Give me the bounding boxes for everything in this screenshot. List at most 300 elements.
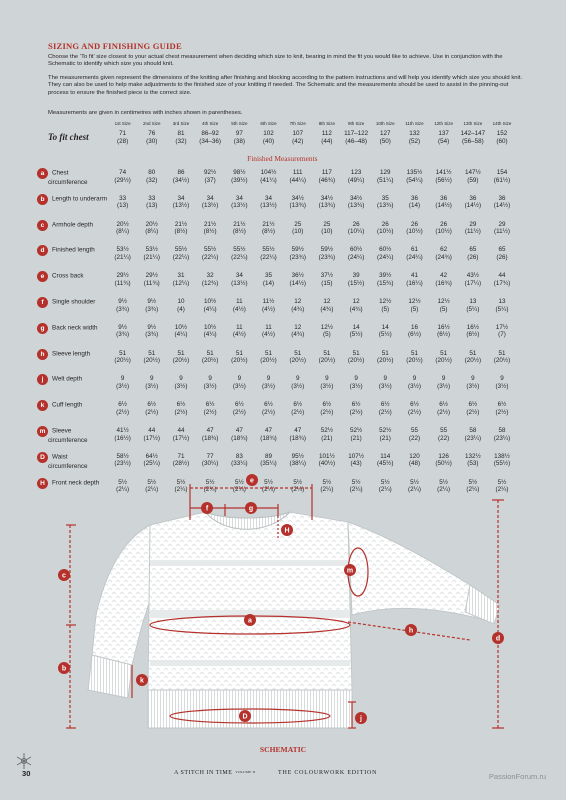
cm-value: 6½ [147,401,157,409]
cm-value: 52½ [349,426,363,434]
measurement-cell [166,270,195,296]
measurement-cell [429,219,458,245]
inch-value: (20½) [318,357,336,365]
cm-value: 5½ [264,478,273,486]
cm-value: 11 [236,297,243,305]
inch-value: (38¼) [289,460,306,468]
cm-value: 5½ [118,478,127,486]
inch-value: (21) [350,434,362,442]
inch-value: (2¼) [145,486,159,494]
svg-text:g: g [248,505,254,513]
cm-value: 74 [119,169,127,176]
cm-value: 55½ [204,246,217,254]
measurement-cell [400,348,429,374]
cm-value: 152 [496,130,508,137]
inch-value: (8¼) [116,228,130,236]
measurement-cell [166,322,195,348]
cm-value: 6½ [468,401,478,409]
svg-text:a: a [248,617,252,625]
inch-value: (61½) [493,176,511,184]
cm-value: 52½ [379,426,392,434]
inch-value: (8½) [262,228,275,236]
label-D [239,710,251,722]
measurement-cell [342,244,371,270]
cm-value: 51 [265,349,273,357]
inch-value: (18¾) [289,434,306,442]
measurement-cell [487,425,516,451]
inch-value: (4½) [232,305,246,313]
inch-value: (4½) [262,331,275,339]
inch-value: (22¼) [201,253,219,261]
measurement-cell [137,399,166,425]
measurement-label-cell [40,193,108,219]
cm-value: 61 [410,246,418,254]
cm-value: 9 [179,375,183,383]
inch-value: (11½) [464,228,481,236]
inch-value: (21¼) [143,253,160,261]
measurement-cell [371,348,400,374]
cm-value: 6½ [293,401,303,409]
measurement-row [48,270,517,296]
intro-paragraph-3: Measurements are given in centimetres with inches shown in parentheses. [48,110,243,116]
measurement-cell [342,348,371,374]
measurement-cell [254,244,283,270]
inch-value: (3½) [495,382,509,390]
inch-value: (26) [496,253,508,261]
cm-value: 51 [381,349,389,357]
cm-value: 5½ [497,478,507,486]
size-header: 13th Size [463,121,483,126]
measurement-cell [458,270,487,296]
inch-value: (54) [438,137,450,145]
watermark: PassionForum.ru [488,772,546,781]
measurement-label-cell [40,348,108,374]
measurement-cell [225,193,254,219]
cm-value: 6½ [234,401,244,409]
measurement-cell [371,219,400,245]
inch-value: (6½) [407,331,421,339]
inch-value: (2½) [262,408,275,416]
inch-value: (16½) [114,434,131,442]
cm-value: 6½ [322,401,332,409]
cm-value: 32 [206,272,214,280]
label-g [245,502,257,514]
cm-value: 55½ [233,246,246,254]
to-fit-cell [196,130,225,155]
inch-value: (46¾) [318,176,336,184]
inch-value: (45½) [377,460,394,468]
inch-value: (3½) [291,382,305,390]
measurement-cell [400,167,429,193]
cm-value: 34 [235,272,243,280]
cm-value: 55½ [174,246,188,254]
measurement-label-cell [39,425,108,451]
measurement-label: Front neck depth [52,479,100,487]
measurement-cell [312,399,341,425]
label-k [136,674,148,686]
inch-value: (50½) [435,460,452,468]
measurement-cell [342,399,371,425]
label-m [344,564,356,576]
cm-value: 135½ [406,169,423,176]
inch-value: (10½) [377,228,394,236]
inch-value: (10½) [435,228,452,236]
cm-value: 26 [352,220,360,228]
inch-value: (2¼) [291,486,305,494]
inch-value: (6½) [466,331,480,339]
size-header: 1st Size [114,121,131,126]
measurement-cell [312,167,341,193]
measurement-cell [108,167,137,193]
inch-value: (4¾) [291,305,305,313]
inch-value: (3½) [262,382,275,390]
inch-value: (2¼) [407,486,421,494]
inch-value: (22¼) [231,253,248,261]
measurement-cell [342,296,371,322]
inch-value: (2½) [174,408,188,416]
measurement-row [48,244,517,270]
inch-value: (5) [410,305,419,313]
cm-value: 26 [440,220,448,228]
inch-value: (4¾) [349,305,363,313]
svg-text:D: D [242,713,248,721]
measurement-cell [429,244,458,270]
cm-value: 43½ [466,272,479,280]
measurement-cell [108,219,137,245]
cm-value: 11 [265,323,272,331]
measurement-cell [166,244,195,270]
measurement-cell [458,348,487,374]
measurement-cell [283,296,312,322]
measurement-cell [137,296,166,322]
measurement-badge: H [37,478,48,489]
size-header: 14th Size [492,121,512,126]
svg-text:H: H [284,527,290,535]
inch-value: (3½) [437,382,451,390]
measurement-cell [225,167,254,193]
inch-value: (3½) [116,382,130,390]
measurement-label: Finished length [52,247,95,255]
inch-value: (23¼) [464,434,482,442]
measurement-cell [371,244,400,270]
inch-value: (20½) [143,357,160,365]
inch-value: (3½) [320,382,334,390]
cm-value: 6½ [351,401,361,409]
cm-value: 34 [177,194,185,202]
inch-value: (17¼) [464,279,482,287]
inch-value: (17½) [143,434,160,442]
to-fit-cell [283,130,312,155]
sweater-outline [88,512,500,728]
measurement-cell [283,167,312,193]
measurement-cell [312,296,341,322]
inch-value: (23½) [114,460,131,468]
cm-value: 60½ [349,246,363,254]
measurement-cell [400,399,429,425]
inch-value: (4½) [262,305,275,313]
measurement-cell [108,425,137,451]
inch-value: (2½) [203,408,217,416]
cm-value: 51 [148,349,156,357]
inch-value: (35¼) [260,460,277,468]
inch-value: (2¼) [174,486,188,494]
inch-value: (34½) [172,176,190,184]
measurement-row [48,425,517,451]
cm-value: 31 [177,272,185,280]
inch-value: (3½) [466,382,480,390]
measurement-cell [458,425,487,451]
measurement-cell [371,167,400,193]
inch-value: (17½) [172,434,190,442]
inch-value: (11½) [494,228,511,236]
inch-value: (20½) [464,357,482,365]
inch-value: (56½) [435,176,452,184]
cm-value: 123 [350,169,362,176]
measurement-badge: j [37,374,48,385]
measurement-row [48,296,517,322]
cm-value: 47 [235,426,243,434]
cm-value: 29½ [116,272,129,280]
inch-value: (8½) [174,228,188,236]
cm-value: 25 [323,220,331,228]
inch-value: (3¾) [145,305,159,313]
inch-value: (2¼) [466,486,480,494]
inch-value: (12¾) [201,279,219,287]
measurement-cell [108,244,137,270]
cm-value: 9 [471,375,475,383]
inch-value: (24¾) [435,253,452,261]
inch-value: (15) [321,279,333,287]
cm-value: 132 [409,130,420,137]
inch-value: (3¾) [116,331,130,339]
measurement-badge: b [37,194,48,205]
measurement-cell [371,296,400,322]
measurement-cell [283,348,312,374]
cm-value: 9 [150,375,154,383]
measurement-cell [196,193,225,219]
label-e [246,474,258,486]
cm-value: 14 [381,323,389,331]
measurement-cell [342,322,371,348]
inch-value: (20½) [406,357,423,365]
measurement-cell [137,425,166,451]
measurement-cell [254,399,283,425]
svg-text:b: b [61,665,67,673]
inch-value: (3½) [174,382,188,390]
measurement-cell [283,373,312,399]
measurement-cell [487,270,516,296]
cm-value: 51 [410,349,418,357]
cm-value: 117 [321,169,332,176]
inch-value: (46–48) [345,137,367,145]
cm-value: 51 [206,349,214,357]
measurement-cell [312,322,341,348]
cm-value: 12½ [320,323,334,331]
cm-value: 80 [148,169,156,176]
cm-value: 65 [498,246,506,254]
cm-value: 9½ [147,323,157,331]
inch-value: (20½) [172,357,190,365]
cm-value: 6½ [410,401,419,409]
measurement-cell [108,373,137,399]
inch-value: (23¼) [493,434,511,442]
measurement-cell [400,296,429,322]
cm-value: 86 [177,169,185,176]
cm-value: 12½ [437,297,450,305]
inch-value: (16¾) [435,279,452,287]
cm-value: 154 [496,169,508,176]
inch-value: (48) [408,460,421,468]
inch-value: (5¼) [466,305,480,313]
label-H [281,524,293,536]
to-fit-cell [312,130,341,155]
inch-value: (20½) [347,357,365,365]
measurement-cell [166,399,195,425]
measurement-cell [196,270,225,296]
inch-value: (4¼) [174,331,188,339]
measurement-cell [196,399,225,425]
cm-value: 137 [438,130,449,137]
cm-value: 41 [410,272,418,280]
measurement-cell [458,373,487,399]
inch-value: (24¼) [406,253,423,261]
measurement-label: Sleeve circumference [48,427,88,444]
inch-value: (5) [381,305,390,313]
cm-value: 12 [323,297,331,305]
measurement-cell [458,193,487,219]
cm-value: 65 [469,246,477,254]
cm-value: 58 [469,426,477,434]
measurement-cell [283,193,312,219]
measurement-cell [400,425,429,451]
measurement-cell [137,322,166,348]
measurement-badge: m [37,426,48,437]
cm-value: 12½ [379,297,392,305]
inch-value: (30) [146,137,158,145]
cm-value: 142–147 [460,130,486,137]
cm-value: 9 [266,375,271,383]
inch-value: (20½) [114,357,131,365]
size-header: 12th Size [434,121,454,126]
inch-value: (2¼) [203,486,217,494]
measurement-cell [137,193,166,219]
measurement-cell [400,219,429,245]
inch-value: (2¼) [320,486,334,494]
measurement-cell [225,219,254,245]
inch-value: (2½) [349,408,363,416]
cm-value: 95½ [291,452,304,460]
cm-value: 34½ [320,194,334,202]
measurement-cell [487,296,516,322]
inch-value: (20½) [289,357,306,365]
measurement-cell [108,296,137,322]
measurement-cell [458,322,487,348]
cm-value: 60½ [379,246,392,254]
measurement-cell [225,425,254,451]
inch-value: (3½) [349,382,363,390]
cm-value: 5½ [234,478,244,486]
cm-value: 21½ [174,220,188,228]
cm-value: 51 [469,349,477,357]
measurement-cell [166,296,195,322]
cm-value: 29 [498,220,506,228]
measurement-badge: d [37,245,48,256]
measurement-cell [429,193,458,219]
measurement-cell [283,425,312,451]
inch-value: (2½) [437,408,451,416]
inch-value: (32) [146,176,158,184]
schematic-title: SCHEMATIC [259,745,307,754]
label-d [492,632,504,644]
to-fit-cell [342,130,371,155]
inch-value: (32) [175,137,187,145]
inch-value: (2½) [378,408,392,416]
cm-value: 6½ [439,401,449,409]
cm-value: 81 [177,130,185,137]
inch-value: (14) [408,202,421,210]
cm-value: 55 [410,426,418,434]
cm-value: 44 [177,426,185,434]
measurement-cell [312,270,341,296]
cm-value: 44 [498,272,506,280]
inch-value: (13¾) [318,202,336,210]
finished-measurements-heading: Finished Measurements [247,154,318,163]
measurement-cell [108,193,137,219]
inch-value: (2½) [466,408,480,416]
cm-value: 126 [438,452,449,460]
inch-value: (21) [379,434,391,442]
svg-text:f: f [205,505,209,513]
measurement-cell [487,348,516,374]
inch-value: (8¼) [145,228,159,236]
measurement-cell [283,270,312,296]
cm-value: 47 [206,426,214,434]
inch-value: (4¼) [203,331,217,339]
cm-value: 98½ [233,169,246,176]
label-j [355,712,367,724]
measurement-cell [225,244,254,270]
inch-value: (15½) [347,279,365,287]
measurement-label: Waist circumference [48,453,88,470]
inch-value: (13½) [231,279,248,287]
inch-value: (10) [321,228,333,236]
cm-value: 6½ [118,401,127,409]
cm-value: 9½ [147,297,157,305]
measurement-cell [312,193,341,219]
inch-value: (28½) [172,460,190,468]
inch-value: (2¼) [116,486,130,494]
label-a [244,614,256,626]
measurement-cell [371,270,400,296]
measurement-cell [225,296,254,322]
inch-value: (2½) [232,408,246,416]
measurement-cell [196,348,225,374]
measurement-cell [137,270,166,296]
inch-value: (24¼) [377,253,394,261]
cm-value: 20½ [116,220,129,228]
inch-value: (20½) [493,357,511,365]
to-fit-cell [400,130,429,155]
cm-value: 13 [498,297,506,305]
sizing-table [39,120,517,502]
measurement-label-cell [40,219,108,245]
inch-value: (55½) [493,460,511,468]
inch-value: (3½) [145,382,159,390]
measurement-cell [283,399,312,425]
inch-value: (7) [498,331,506,339]
inch-value: (10½) [406,228,423,236]
measurement-row [48,219,517,245]
